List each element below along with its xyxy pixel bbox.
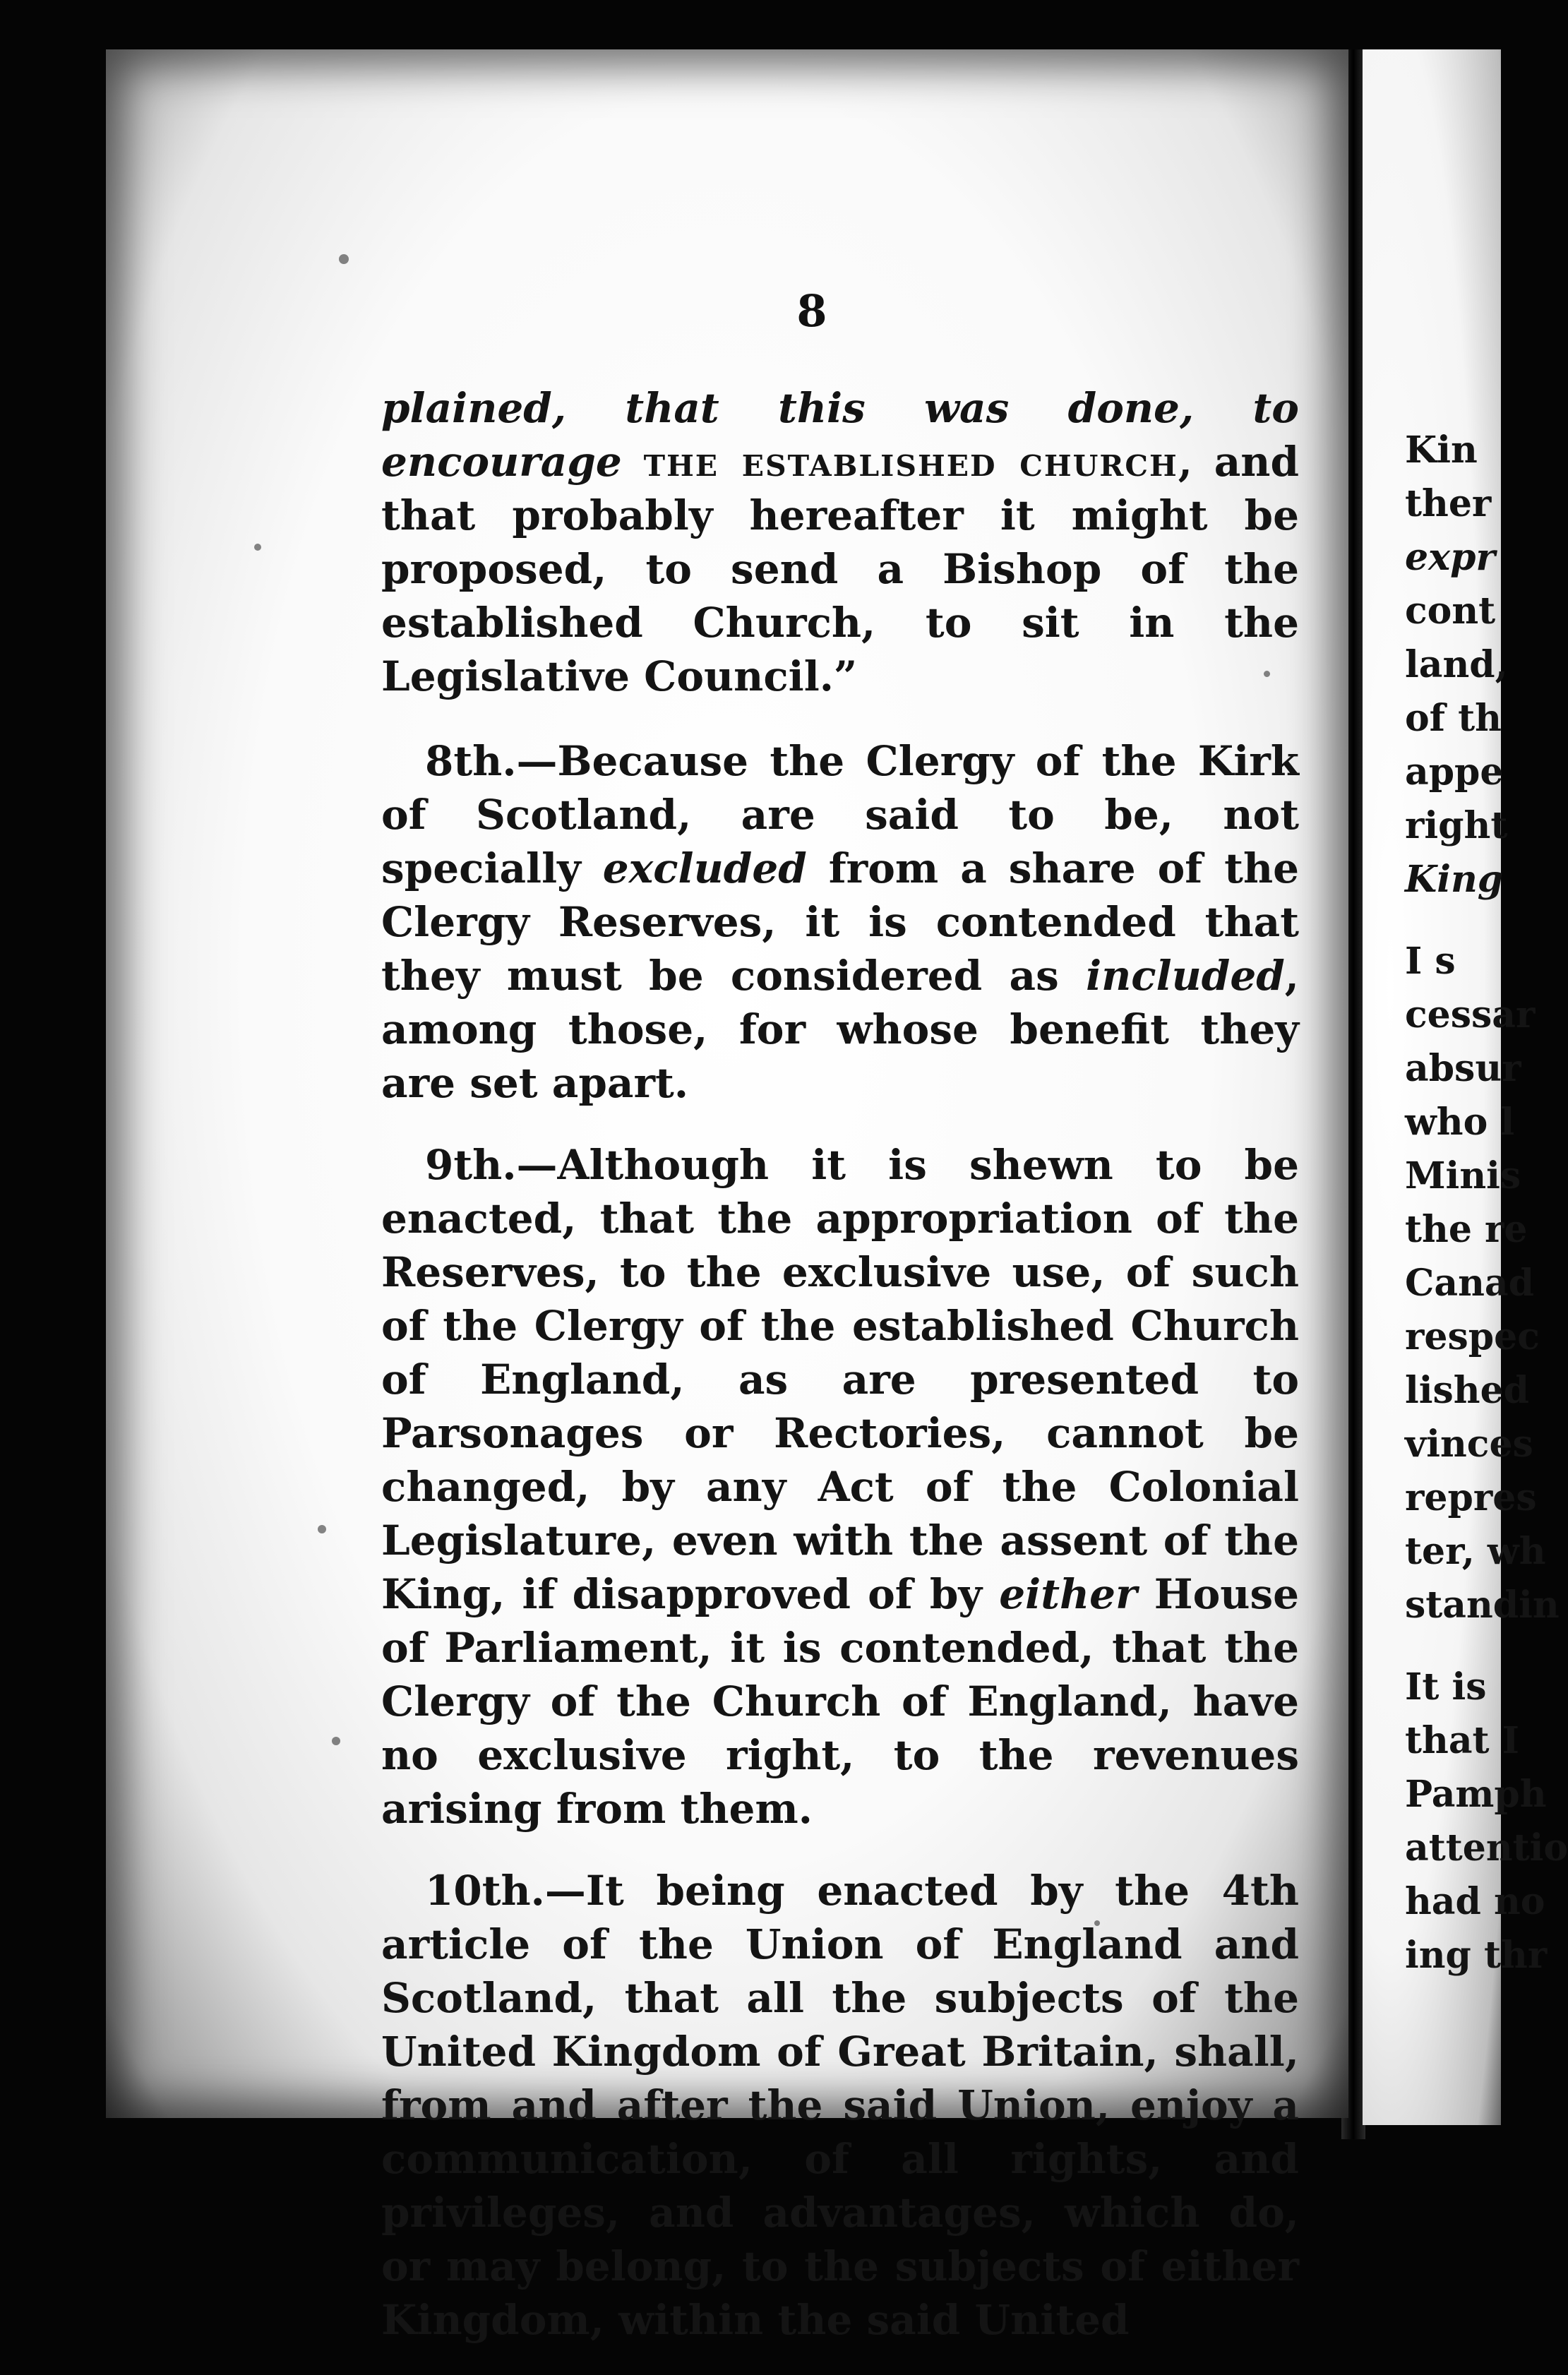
- paragraph-10th: 10th.—It being enacted by the 4th article of the Union of England and Scotland, that all the subjects of the United Kingdom of Great Britain, shall, from and after the said Union, enjoy a communication, of all rights, and privileges, and advantages, which do, or may belong, to the subjects of either Kingdom, within the said United: [381, 1867, 1299, 2344]
- body-text: [381, 381, 1299, 2375]
- facing-page-line: ing thr: [1405, 1934, 1548, 1977]
- paper-speck: [339, 254, 349, 264]
- facing-page-line: repres: [1405, 1476, 1537, 1519]
- facing-page-line: Canad: [1405, 1262, 1534, 1305]
- facing-page-line: standin: [1405, 1584, 1560, 1627]
- facing-page-line: It is: [1405, 1665, 1487, 1709]
- facing-page-line: [1405, 1632, 1504, 1661]
- paragraph-8th: 8th.—Because the Clergy of the Kirk of Scotland, are said to be, not specially excluded from a share of the Clergy Reserves, it is contended that they must be considered as included, among those, for whose benefit they are set apart.: [381, 737, 1300, 1107]
- facing-page-line: King: [1405, 858, 1504, 901]
- facing-page-line: expr: [1405, 536, 1495, 579]
- facing-page-line: respec: [1405, 1315, 1540, 1358]
- facing-page-text: [1405, 424, 1568, 1982]
- facing-page: [1363, 49, 1568, 2125]
- facing-page-line: ther: [1405, 482, 1492, 525]
- paragraph-9th: 9th.—Although it is shewn to be enacted, that the appropriation of the Reserves, to the exclusive use, of such of the Clergy of the established Church of England, as are presented to Parsonages or Rectories, cannot be changed, by any Act of the Colonial Legislature, even with the assent of the King, if disapproved of by either House of Parliament, it is contended, that the Clergy of the Church of England, have no exclusive right, to the revenues arising from them.: [381, 1141, 1299, 1833]
- facing-page-line: I s: [1405, 940, 1456, 983]
- facing-page-line: attentio: [1405, 1826, 1568, 1870]
- facing-page-line: land,: [1405, 643, 1508, 686]
- facing-page-line: cessar: [1405, 993, 1536, 1036]
- facing-page-line: Minis: [1405, 1154, 1521, 1197]
- facing-page-line: of th: [1405, 697, 1502, 740]
- facing-page-line: appe: [1405, 750, 1504, 794]
- facing-page-line: Kin: [1405, 429, 1478, 472]
- paper-speck: [332, 1737, 340, 1745]
- facing-page-line: had no: [1405, 1880, 1545, 1923]
- facing-page-line: right: [1405, 804, 1508, 847]
- facing-page-line: that I: [1405, 1719, 1519, 1762]
- facing-page-line: the re: [1405, 1208, 1528, 1251]
- facing-page-line: absur: [1405, 1047, 1521, 1090]
- facing-page-line: lished: [1405, 1369, 1530, 1412]
- facing-page-line: [1405, 907, 1504, 935]
- facing-page-line: cont: [1405, 590, 1496, 633]
- facing-page-line: who l: [1405, 1101, 1515, 1144]
- facing-page-line: Pamph: [1405, 1773, 1547, 1816]
- paragraph-continuation: plained, that this was done, to encourage the established church, and that probably hereafter it might be proposed, to send a Bishop of the established Church, to sit in the Legislative Council.”: [381, 384, 1299, 700]
- facing-page-line: vinces: [1405, 1423, 1533, 1466]
- paper-speck: [254, 544, 261, 551]
- paper-speck: [318, 1525, 326, 1533]
- facing-page-line: ter, wh: [1405, 1530, 1546, 1573]
- page-number: 8: [796, 285, 827, 337]
